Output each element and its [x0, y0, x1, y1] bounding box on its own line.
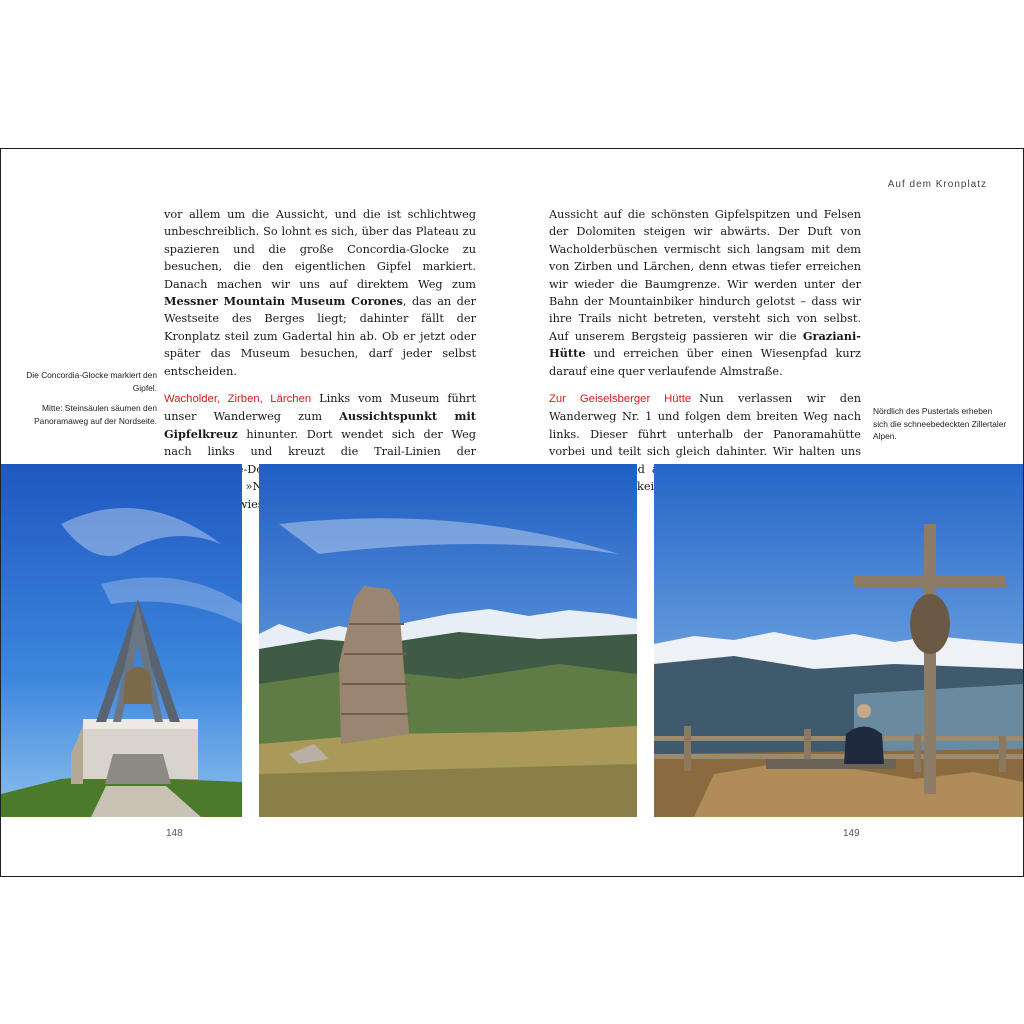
book-spread	[0, 148, 1024, 877]
running-header: Auf dem Kronplatz	[887, 179, 987, 190]
bold-hut-name: Graziani-Hütte	[549, 328, 861, 361]
summit-cross-photo	[654, 464, 1023, 817]
right-paragraph-1: Aussicht auf die schönsten Gipfelspitzen und Felsen der Dolomiten steigen wir abwärts. Der Duft von Wacholderbüschen vermischt sich langsam mit dem von Zirben und Lärchen, denn etwas tiefer erreichen wir wieder die Baumgrenze. Wir werden unter der Bahn der Mountainbiker hindurch gelotst – dass wir ihre Trails nicht betreten, versteht sich von selbst. Auf unserem Bergsteig passieren wir die Graziani-Hütte und erreichen über einen Wiesenpfad kurz darauf eine quer verlaufende Almstraße.	[549, 208, 861, 378]
right-captions	[873, 405, 1008, 451]
left-paragraph-2: Wacholder, Zirben, Lärchen Links vom Museum führt unser Wanderweg zum Aussichtspunkt mit Gipfelkreuz hinunter. Dort wendet sich der Weg nach links und kreuzt die Trail-Linien der »Nr. Almwiesen.	[164, 392, 476, 511]
right-paragraph-2: Zur Geiselsberger Hütte Nun verlassen wir den Wanderweg Nr. 1 und folgen dem breiten Weg nach links. Dieser führt unterhalb der Panoramahütte vorbei und teilt sich gleich dahinter. Wir halten uns kein	[549, 392, 861, 494]
right-text-column	[549, 206, 861, 496]
bold-museum-name: Messner Mountain Museum Corones	[164, 294, 403, 309]
caption-bell: Die Concordia-Glocke markiert den Gipfel.	[26, 370, 157, 393]
subheading-geiselsberger: Zur Geiselsberger Hütte	[549, 393, 692, 406]
caption-alps: Nördlich des Pustertals erheben sich die schneebedeckten Zillertaler Alpen.	[873, 406, 1007, 441]
concordia-bell-photo	[1, 464, 242, 817]
subheading-wacholder: Wacholder, Zirben, Lärchen	[164, 393, 312, 406]
left-paragraph-1: vor allem um die Aussicht, und die ist schlichtweg unbeschreiblich. So lohnt es sich, über das Plateau zu spazieren und die große Concordia-Glocke zu besuchen, die den eigentlichen Gipfel markiert. Danach machen wir uns auf direktem Weg zum Messner Mountain Museum Corones, das an der Westseite des Berges liegt; dahinter fällt der Kronplatz steil zum Gadertal hin ab. Ob er jetzt oder später das Museum besuchen, darf jeder selbst entscheiden.	[164, 208, 476, 378]
caption-cairns: Mitte: Steinsäulen säumen den Panoramaweg auf der Nordseite.	[34, 403, 157, 426]
page-number-left: 148	[166, 828, 183, 839]
page-number-right: 149	[843, 828, 860, 839]
bold-viewpoint: Aussichtspunkt mit Gipfelkreuz	[164, 409, 476, 441]
stone-cairn-photo	[259, 464, 637, 817]
left-captions	[21, 369, 157, 435]
